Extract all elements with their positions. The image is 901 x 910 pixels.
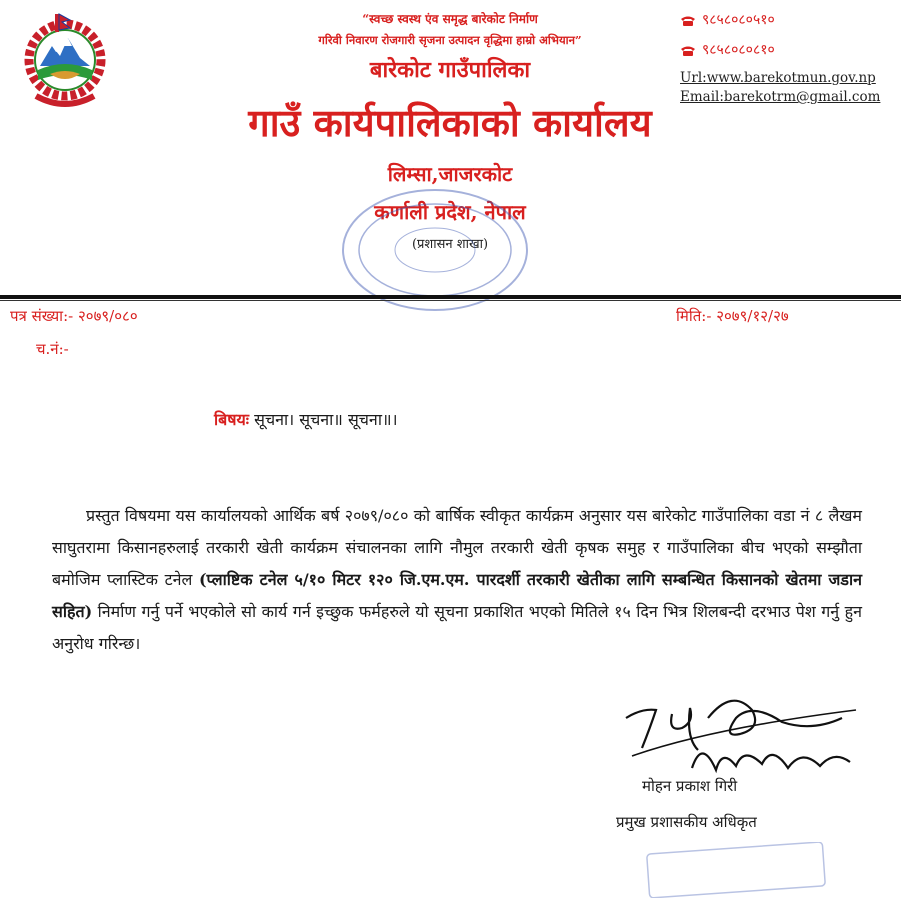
body-text-bold: (प्लाष्टिक टनेल ५/१० मिटर १२० जि.एम.एम. पारदर्शी तरकारी खेतीका लागि सम्बन्धित किसानको खेतमा जडान सहित) (52, 570, 862, 621)
letter-date (676, 306, 789, 326)
name-stamp-icon (640, 842, 830, 898)
address-line-1: लिम्सा,जाजरकोट (387, 162, 513, 186)
slogan-line-2: गरिवी निवारण रोजगारी सृजना उत्पादन वृद्धिमा हाम्रो अभियान” (318, 33, 582, 47)
date-label: मिति:- (676, 307, 712, 325)
letter-number-value: २०७९/०८० (77, 307, 138, 325)
office-title: गाउँ कार्यपालिकाको कार्यालय (248, 100, 652, 145)
body-text-2: निर्माण गर्नु पर्ने भएकोले सो कार्य गर्न इच्छुक फर्महरुले यो सूचना प्रकाशित भएको मितिले १५ दिन भित्र शिलबन्दी दरभाउ पेश गर्नु हुन अनुरोध गरिन्छ। (52, 602, 862, 653)
subject-label: बिषयः (214, 410, 250, 429)
telephone-icon (680, 15, 696, 26)
signatory-name: मोहन प्रकाश गिरी (642, 777, 738, 795)
header-divider-thin (0, 300, 901, 301)
phone-line-2 (680, 40, 775, 59)
nepal-emblem-icon (22, 8, 108, 114)
email-link[interactable]: Email:barekotrm@gmail.com (680, 89, 881, 105)
signatory-title: प्रमुख प्रशासकीय अधिकृत (616, 813, 757, 831)
handwritten-signature-icon (612, 688, 862, 788)
dispatch-number-label: च.नं:- (36, 340, 69, 358)
municipality-name: बारेकोट गाउँपालिका (369, 57, 531, 83)
address-line-2: कर्णाली प्रदेश, नेपाल (374, 200, 526, 224)
letter-number-label: पत्र संख्या:- (10, 307, 74, 325)
telephone-icon (680, 45, 696, 56)
office-stamp-icon (335, 180, 535, 320)
date-value: २०७९/१२/२७ (716, 307, 789, 325)
letter-number (10, 306, 138, 326)
branch-name: (प्रशासन शाखा) (411, 237, 489, 252)
notice-body (52, 500, 862, 660)
dispatch-number (36, 339, 69, 359)
header-divider (0, 295, 901, 299)
phone-line-1 (680, 10, 775, 29)
notice-paragraph (52, 500, 862, 660)
subject-line (214, 408, 398, 430)
slogan-line-1: “स्वच्छ स्वस्थ एंव समृद्ध बारेकोट निर्माण (362, 12, 538, 26)
phone-number-1: ९८५८०८०५१० (702, 12, 775, 28)
website-link[interactable]: Url:www.barekotmun.gov.np (680, 70, 876, 86)
phone-number-2: ९८५८०८०८१० (702, 42, 775, 58)
subject-text: सूचना। सूचना॥ सूचना॥। (254, 410, 398, 429)
body-text-1: प्रस्तुत विषयमा यस कार्यालयको आर्थिक बर्ष २०७९/०८० को बार्षिक स्वीकृत कार्यक्रम अनुसार यस बारेकोट गाउँपालिका वडा नं ८ लैखम साघुतरामा किसानहरुलाई तरकारी खेती कार्यक्रम संचालनका लागि नौमुल तरकारी खेती कृषक समुह र गाउँपालिका बीच भएको सम्झौता बमोजिम प्लास्टिक टनेल (52, 506, 862, 589)
